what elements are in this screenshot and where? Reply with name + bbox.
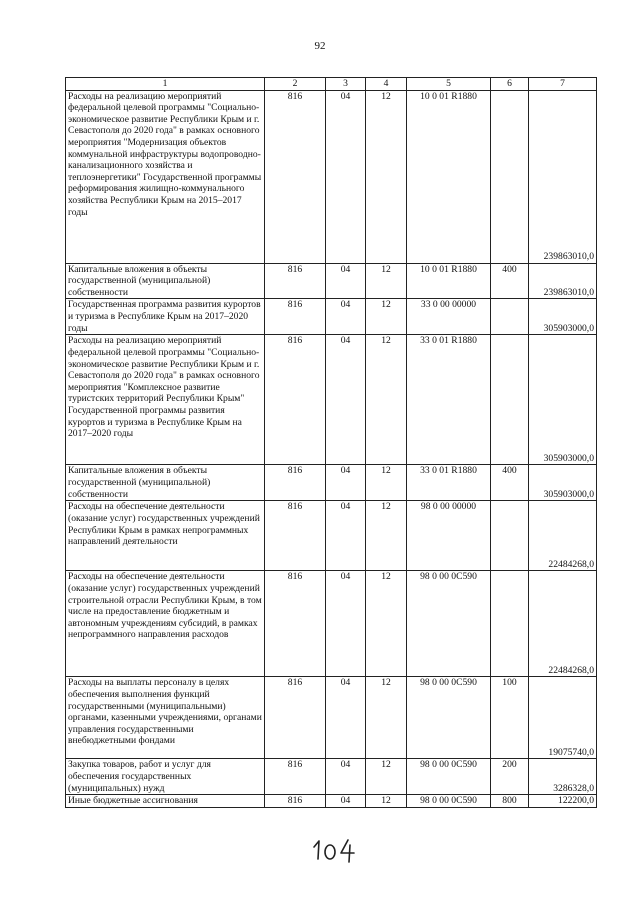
section-code-cell: 04	[326, 501, 366, 571]
ministry-code-cell: 816	[265, 263, 326, 299]
table-row	[66, 465, 597, 501]
amount-cell: 239863010,0	[529, 263, 597, 299]
subsection-code-cell: 12	[366, 501, 407, 571]
row-name-cell: Расходы на обеспечение деятельности (оказание услуг) государственных учреждений Республики Крым в рамках непрограммных направлений деятельности	[66, 501, 265, 571]
ministry-code-cell: 816	[265, 759, 326, 795]
header-col-6: 6	[491, 78, 529, 91]
section-code-cell: 04	[326, 465, 366, 501]
section-code-cell: 04	[326, 263, 366, 299]
section-code-cell: 04	[326, 759, 366, 795]
header-col-4: 4	[366, 78, 407, 91]
handwritten-page-number	[310, 835, 360, 865]
section-code-cell: 04	[326, 335, 366, 465]
subsection-code-cell: 12	[366, 571, 407, 677]
table-row	[66, 795, 597, 808]
row-name-cell: Расходы на обеспечение деятельности (оказание услуг) государственных учреждений строительной отрасли Республики Крым, в том числе на предоставление бюджетным и автономным учреждениям субсидий, в рамках непрограммного направления расходов	[66, 571, 265, 677]
amount-cell: 239863010,0	[529, 90, 597, 263]
table-row	[66, 299, 597, 335]
ministry-code-cell: 816	[265, 465, 326, 501]
table-row	[66, 335, 597, 465]
row-name-cell: Расходы на реализацию мероприятий федеральной целевой программы "Социально-экономическое развитие Республики Крым и г. Севастополя до 2020 года" в рамках основного мероприятия "Комплексное развитие туристских территорий Республики Крым" Государственной программы развития курортов и туризма в Республике Крым на 2017–2020 годы	[66, 335, 265, 465]
amount-cell: 3286328,0	[529, 759, 597, 795]
header-col-3: 3	[326, 78, 366, 91]
target-article-cell: 33 0 00 00000	[407, 299, 491, 335]
table-row	[66, 571, 597, 677]
target-article-cell: 33 0 01 R1880	[407, 335, 491, 465]
expense-type-cell: 400	[491, 465, 529, 501]
budget-table	[65, 77, 597, 808]
expense-type-cell: 200	[491, 759, 529, 795]
row-name-cell: Расходы на выплаты персоналу в целях обеспечения выполнения функций государственными (муниципальными) органами, казенными учреждениями, органами управления государственными внебюджетными фондами	[66, 677, 265, 759]
expense-type-cell	[491, 335, 529, 465]
row-name-cell: Закупка товаров, работ и услуг для обеспечения государственных (муниципальных) нужд	[66, 759, 265, 795]
subsection-code-cell: 12	[366, 795, 407, 808]
subsection-code-cell: 12	[366, 677, 407, 759]
section-code-cell: 04	[326, 795, 366, 808]
amount-cell: 305903000,0	[529, 465, 597, 501]
subsection-code-cell: 12	[366, 465, 407, 501]
table-row	[66, 677, 597, 759]
subsection-code-cell: 12	[366, 299, 407, 335]
subsection-code-cell: 12	[366, 335, 407, 465]
amount-cell: 122200,0	[529, 795, 597, 808]
expense-type-cell: 400	[491, 263, 529, 299]
expense-type-cell	[491, 571, 529, 677]
header-col-2: 2	[265, 78, 326, 91]
row-name-cell: Капитальные вложения в объекты государственной (муниципальной) собственности	[66, 465, 265, 501]
target-article-cell: 98 0 00 0С590	[407, 571, 491, 677]
subsection-code-cell: 12	[366, 90, 407, 263]
amount-cell: 19075740,0	[529, 677, 597, 759]
subsection-code-cell: 12	[366, 263, 407, 299]
target-article-cell: 98 0 00 0С590	[407, 795, 491, 808]
target-article-cell: 33 0 01 R1880	[407, 465, 491, 501]
section-code-cell: 04	[326, 299, 366, 335]
target-article-cell: 98 0 00 00000	[407, 501, 491, 571]
row-name-cell: Расходы на реализацию мероприятий федеральной целевой программы "Социально-экономическое развитие Республики Крым и г. Севастополя до 2020 года" в рамках основного мероприятия "Модернизация объектов коммунальной инфраструктуры водопроводно-канализационного хозяйства и теплоэнергетики" Государственной программы реформирования жилищно-коммунального хозяйства Республики Крым на 2015–2017 годы	[66, 90, 265, 263]
table-row	[66, 501, 597, 571]
expense-type-cell	[491, 299, 529, 335]
table-header-row	[66, 78, 597, 91]
header-col-5: 5	[407, 78, 491, 91]
ministry-code-cell: 816	[265, 90, 326, 263]
section-code-cell: 04	[326, 677, 366, 759]
expense-type-cell	[491, 501, 529, 571]
row-name-cell: Иные бюджетные ассигнования	[66, 795, 265, 808]
amount-cell: 305903000,0	[529, 335, 597, 465]
row-name-cell: Капитальные вложения в объекты государственной (муниципальной) собственности	[66, 263, 265, 299]
target-article-cell: 98 0 00 0С590	[407, 759, 491, 795]
expense-type-cell: 800	[491, 795, 529, 808]
header-col-7: 7	[529, 78, 597, 91]
section-code-cell: 04	[326, 571, 366, 677]
ministry-code-cell: 816	[265, 501, 326, 571]
ministry-code-cell: 816	[265, 299, 326, 335]
ministry-code-cell: 816	[265, 677, 326, 759]
amount-cell: 22484268,0	[529, 501, 597, 571]
page-number: 92	[314, 40, 326, 52]
amount-cell: 22484268,0	[529, 571, 597, 677]
table-row	[66, 263, 597, 299]
target-article-cell: 98 0 00 0С590	[407, 677, 491, 759]
target-article-cell: 10 0 01 R1880	[407, 90, 491, 263]
ministry-code-cell: 816	[265, 335, 326, 465]
ministry-code-cell: 816	[265, 571, 326, 677]
row-name-cell: Государственная программа развития курортов и туризма в Республике Крым на 2017–2020 годы	[66, 299, 265, 335]
table-row	[66, 90, 597, 263]
table-row	[66, 759, 597, 795]
amount-cell: 305903000,0	[529, 299, 597, 335]
target-article-cell: 10 0 01 R1880	[407, 263, 491, 299]
header-col-1: 1	[66, 78, 265, 91]
ministry-code-cell: 816	[265, 795, 326, 808]
section-code-cell: 04	[326, 90, 366, 263]
expense-type-cell	[491, 90, 529, 263]
expense-type-cell: 100	[491, 677, 529, 759]
subsection-code-cell: 12	[366, 759, 407, 795]
